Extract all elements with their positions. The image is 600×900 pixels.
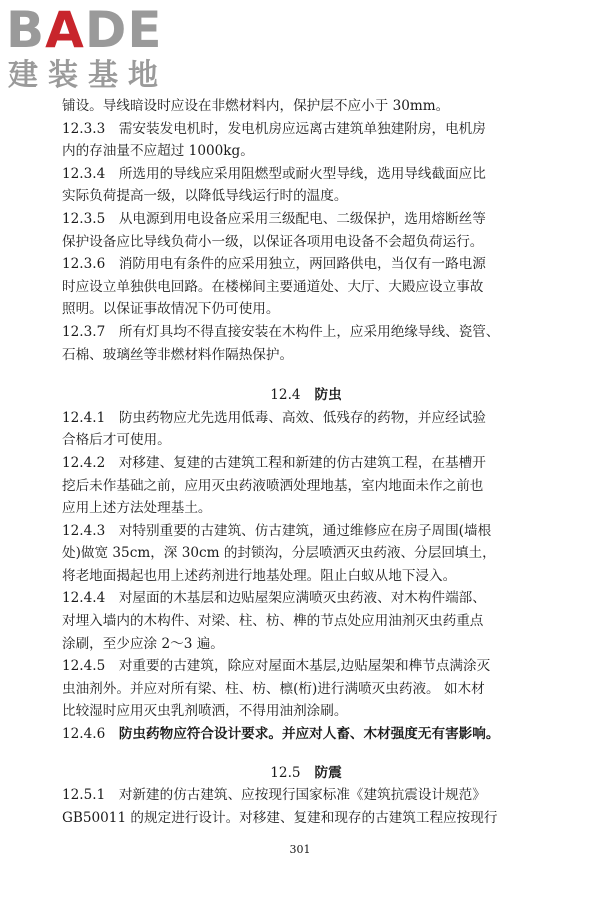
section-heading-12-5 [62,762,550,785]
page-body [62,95,550,829]
text-line: 对埋入墙内的木构件、对梁、柱、枋、榫的节点处应用油剂灭虫药重点 [62,613,484,630]
logo-subtitle: 建装基地 [8,58,168,93]
text-line: 照明。以保证事故情况下仍可使用。 [62,301,280,318]
text-line: 应用上述方法处理基土。 [62,500,212,517]
section-heading-12-4 [62,384,550,407]
section-title: 防虫 [314,387,342,404]
logo-letters-de: DE [84,1,163,59]
logo [6,2,181,97]
text-line: 12.4.5 对重要的古建筑，除应对屋面木基层,边贴屋架和榫节点满涂灭 [62,658,491,675]
logo-letters-b: B [6,1,46,59]
text-line: 铺设。导线暗设时应设在非燃材料内，保护层不应小于 30mm。 [62,98,450,114]
text-line: 实际负荷提高一级，以降低导线运行时的温度。 [62,188,348,205]
text-line: 12.3.7 所有灯具均不得直接安装在木构件上，应采用绝缘导线、瓷管、 [62,323,500,340]
text-line: 12.4.3 对特别重要的古建筑、仿古建筑，通过维修应在房子周围(墙根 [62,522,492,539]
text-line: 12.5.1 对新建的仿古建筑、应按现行国家标准《建筑抗震设计规范》 [62,787,486,804]
text-line: 12.3.3 需安装发电机时，发电机房应远离古建筑单独建附房，电机房 [62,120,486,137]
text-line: 合格后才可使用。 [62,432,171,449]
text-line: 12.3.6 消防用电有条件的应采用独立，两回路供电，当仅有一路电源 [62,256,486,273]
text-line: 12.4.1 防虫药物应尤先选用低毒、高效、低残存的药物，并应经试验 [62,409,486,426]
text-line: 比较湿时应用灭虫乳剂喷洒，不得用油剂涂刷。 [62,703,348,720]
text-line: 处)做宽 35cm，深 30cm 的封锁沟，分层喷洒灭虫药液、分层回填土， [62,545,496,562]
text-line: 将老地面揭起也用上述药剂进行地基处理。阻止白蚁从地下浸入。 [62,567,457,584]
page-number: 301 [289,843,311,856]
text-line: 石棉、玻璃丝等非燃材料作隔热保护。 [62,346,294,363]
clause-12-4-6 [62,723,550,746]
text-line: 12.4.4 对屋面的木基层和边贴屋架应满喷灭虫药液、对木构件端部、 [62,590,486,607]
text-line: 12.3.4 所选用的导线应采用阻燃型或耐火型导线，选用导线截面应比 [62,165,486,182]
text-line: 内的存油量不应超过 1000kg。 [62,143,254,160]
logo-wordmark [6,2,163,58]
section-number: 12.4 [270,387,301,404]
section-number: 12.5 [270,764,301,781]
text-line: 时应设立单独供电回路。在楼梯间主要通道处、大厅、大殿应设立事故 [62,278,484,295]
clause-number: 12.4.6 [62,726,106,743]
text-line: 挖后未作基础之前，应用灭虫药液喷洒处理地基，室内地面未作之前也 [62,477,484,494]
logo-letter-a: A [45,1,85,59]
text-line: GB50011 的规定进行设计。对移建、复建和现存的古建筑工程应按现行 [62,809,498,826]
text-line: 12.4.2 对移建、复建的古建筑工程和新建的仿古建筑工程，在基槽开 [62,454,486,471]
text-line: 保护设备应比导线负荷小一级，以保证各项用电设备不会超负荷运行。 [62,233,484,250]
section-title: 防震 [314,764,342,781]
text-line: 涂刷，至少应涂 2～3 遍。 [62,635,224,652]
clause-text: 防虫药物应符合设计要求。并应对人畜、木材强度无有害影响。 [118,726,500,743]
text-line: 12.3.5 从电源到用电设备应采用三级配电、二级保护，选用熔断丝等 [62,210,486,227]
text-line: 虫油剂外。并应对所有梁、柱、枋、檩(桁)进行满喷灭虫药液。 如木材 [62,680,485,697]
